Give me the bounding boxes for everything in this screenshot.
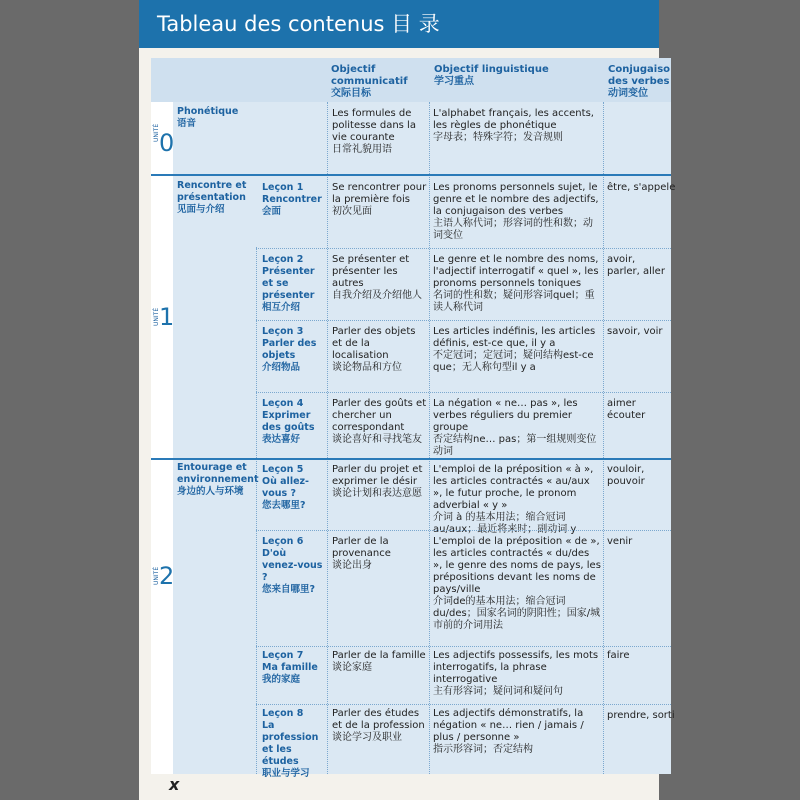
unit-number-2: 2 bbox=[159, 562, 175, 590]
unit-number-1: 1 bbox=[159, 303, 175, 331]
lesson-1 bbox=[262, 182, 324, 218]
comm-cn: 谈论出身 bbox=[332, 560, 372, 571]
header-conjugaison-label2: des verbes bbox=[608, 76, 670, 87]
lesson-6-ling bbox=[433, 536, 601, 632]
lesson-4-comm bbox=[332, 398, 427, 446]
lesson-3 bbox=[262, 326, 324, 374]
ling-fr: L'emploi de la préposition « de », les articles contractés « du/des », le genre des noms de pays, les prépositions devant les noms de pays/ville bbox=[433, 536, 601, 595]
ling-cn: 主有形容词；疑问词和疑问句 bbox=[433, 686, 563, 697]
comm-fr: Parler de la famille bbox=[332, 650, 426, 661]
lesson-6 bbox=[262, 536, 324, 596]
header-communicatif-cn: 交际目标 bbox=[331, 88, 371, 99]
comm-cn: 谈论学习及职业 bbox=[332, 732, 402, 743]
header-linguistique-label: Objectif linguistique bbox=[434, 64, 549, 75]
unit-1-theme-fr: Rencontre et présentation bbox=[177, 180, 247, 203]
lesson-title: Où allez-vous ? bbox=[262, 476, 309, 499]
ling-cn: 介词 à 的基本用法；缩合冠词au/aux；最近将来时；副动词 y bbox=[433, 512, 577, 535]
title-bar bbox=[139, 0, 659, 48]
row-divider bbox=[256, 248, 671, 250]
unit-0-theme bbox=[177, 106, 252, 130]
comm-cn: 谈论物品和方位 bbox=[332, 362, 402, 373]
lesson-4 bbox=[262, 398, 324, 446]
page-number: x bbox=[169, 775, 180, 794]
header-linguistique-cn: 学习重点 bbox=[434, 76, 474, 87]
lesson-title-cn: 相互介绍 bbox=[262, 302, 301, 313]
comm-fr: Parler des études et de la profession bbox=[332, 708, 425, 731]
unit-strip-0 bbox=[151, 102, 173, 176]
header-conjugaison-label: Conjugaiso bbox=[608, 64, 671, 75]
divider-communicatif bbox=[327, 102, 328, 774]
lesson-name: Leçon 5 bbox=[262, 464, 304, 475]
ling-cn: 介词de的基本用法；缩合冠词 du/des；国家名词的阴阳性；国家/城市前的介词用法 bbox=[433, 596, 601, 631]
ling-cn: 否定结构ne… pas；第一组规则变位动词 bbox=[433, 434, 597, 457]
lesson-7-ling bbox=[433, 650, 601, 698]
ling-cn: 名词的性和数；疑问形容词quel；重读人称代词 bbox=[433, 290, 595, 313]
lesson-2 bbox=[262, 254, 324, 314]
ling-fr: Les adjectifs possessifs, les mots interrogatifs, la phrase interrogative bbox=[433, 650, 599, 685]
ling-cn: 指示形容词；否定结构 bbox=[433, 744, 533, 755]
comm-cn: 谈论计划和表达意愿 bbox=[332, 488, 422, 499]
lesson-8-ling bbox=[433, 708, 601, 756]
lesson-name: Leçon 6 bbox=[262, 536, 304, 547]
ling-cn: 主语人称代词；形容词的性和数；动词变位 bbox=[433, 218, 593, 241]
divider-lesson bbox=[256, 247, 257, 774]
lesson-2-comm bbox=[332, 254, 427, 302]
lesson-2-ling bbox=[433, 254, 601, 314]
lesson-title: Présenter et se présenter bbox=[262, 266, 315, 301]
ling-fr: Les adjectifs démonstratifs, la négation « ne… rien / jamais / plus / personne » bbox=[433, 708, 584, 743]
unit-0-comm bbox=[332, 108, 427, 156]
lesson-title: La profession et les études bbox=[262, 720, 319, 767]
ling-cn: 字母表；特殊字符；发音规则 bbox=[433, 132, 563, 143]
comm-fr: Parler des objets et de la localisation bbox=[332, 326, 416, 361]
lesson-title: Ma famille bbox=[262, 662, 318, 673]
row-divider bbox=[256, 392, 671, 394]
unit-0-ling bbox=[433, 108, 601, 144]
lesson-title-cn: 会面 bbox=[262, 206, 282, 217]
unit-divider bbox=[173, 174, 671, 176]
comm-fr: Parler du projet et exprimer le désir bbox=[332, 464, 423, 487]
document-page bbox=[139, 0, 676, 800]
lesson-3-comm bbox=[332, 326, 427, 374]
lesson-8-comm bbox=[332, 708, 427, 744]
lesson-5 bbox=[262, 464, 324, 512]
ling-fr: Les articles indéfinis, les articles définis, est-ce que, il y a bbox=[433, 326, 596, 349]
lesson-4-ling bbox=[433, 398, 601, 458]
lesson-5-conj: vouloir, pouvoir bbox=[607, 464, 645, 487]
lesson-title-cn: 您来自哪里? bbox=[262, 584, 316, 595]
lesson-3-conj: savoir, voir bbox=[607, 326, 663, 337]
unit-0-theme-fr: Phonétique bbox=[177, 106, 239, 117]
unit-1-theme bbox=[177, 180, 255, 216]
unit-0-theme-cn: 语音 bbox=[177, 118, 197, 129]
header-conjugaison-cn: 动词变位 bbox=[608, 88, 648, 99]
header-linguistique bbox=[434, 64, 594, 88]
lesson-name: Leçon 3 bbox=[262, 326, 304, 337]
lesson-name: Leçon 1 bbox=[262, 182, 304, 193]
lesson-title: Parler des objets bbox=[262, 338, 317, 361]
page-title: Tableau des contenus 目 录 bbox=[157, 12, 440, 36]
ling-fr: Le genre et le nombre des noms, l'adjectif interrogatif « quel », les pronoms personnels toniques bbox=[433, 254, 599, 289]
table-header bbox=[151, 58, 671, 102]
unit-2-theme bbox=[177, 462, 259, 498]
unit-2-theme-fr: Entourage et environnement bbox=[177, 462, 259, 485]
comm-cn: 自我介绍及介绍他人 bbox=[332, 290, 422, 301]
header-conjugaison bbox=[608, 64, 672, 100]
lesson-5-comm bbox=[332, 464, 427, 500]
lesson-1-conj: être, s'appele bbox=[607, 182, 676, 193]
divider-conjugaison bbox=[603, 102, 604, 774]
unit-2-theme-cn: 身边的人与环境 bbox=[177, 486, 244, 497]
lesson-4-conj: aimer écouter bbox=[607, 398, 646, 421]
lesson-title: Rencontrer bbox=[262, 194, 322, 205]
unit-label-2: UNITÉ bbox=[153, 566, 160, 585]
row-divider bbox=[256, 646, 671, 648]
lesson-title: Exprimer des goûts bbox=[262, 410, 315, 433]
unit-number-0: 0 bbox=[159, 129, 175, 157]
lesson-6-conj: venir bbox=[607, 536, 633, 547]
lesson-title: D'où venez-vous ? bbox=[262, 548, 323, 583]
lesson-title-cn: 介绍物品 bbox=[262, 362, 301, 373]
unit-divider bbox=[173, 458, 671, 460]
lesson-1-ling bbox=[433, 182, 601, 242]
lesson-8 bbox=[262, 708, 324, 780]
row-divider bbox=[256, 530, 671, 532]
row-divider bbox=[256, 320, 671, 322]
lesson-title-cn: 职业与学习 bbox=[262, 768, 310, 779]
comm-fr: Parler de la provenance bbox=[332, 536, 391, 559]
lesson-8-conj: prendre, sorti bbox=[607, 710, 675, 721]
header-communicatif-label: Objectif communicatif bbox=[331, 64, 408, 87]
unit-1-theme-cn: 见面与介绍 bbox=[177, 204, 225, 215]
unit-label-0: UNITÉ bbox=[153, 123, 160, 142]
lesson-name: Leçon 2 bbox=[262, 254, 304, 265]
lesson-name: Leçon 8 bbox=[262, 708, 304, 719]
lesson-7-comm bbox=[332, 650, 427, 674]
comm-fr: Les formules de politesse dans la vie courante bbox=[332, 108, 416, 143]
lesson-title-cn: 您去哪里? bbox=[262, 500, 306, 511]
lesson-5-ling bbox=[433, 464, 601, 536]
lesson-7 bbox=[262, 650, 324, 686]
lesson-name: Leçon 4 bbox=[262, 398, 304, 409]
lesson-1-comm bbox=[332, 182, 427, 218]
header-communicatif bbox=[331, 64, 421, 100]
comm-fr: Se présenter et présenter les autres bbox=[332, 254, 410, 289]
lesson-title-cn: 我的家庭 bbox=[262, 674, 301, 685]
comm-fr: Parler des goûts et chercher un correspondant bbox=[332, 398, 427, 433]
ling-cn: 不定冠词；定冠词；疑问结构est-ce que；无人称句型il y a bbox=[433, 350, 594, 373]
row-divider bbox=[256, 704, 671, 706]
unit-strip-2 bbox=[151, 460, 173, 774]
ling-fr: L'alphabet français, les accents, les règles de phonétique bbox=[433, 108, 594, 131]
lesson-6-comm bbox=[332, 536, 427, 572]
unit-strip-1 bbox=[151, 176, 173, 460]
lesson-name: Leçon 7 bbox=[262, 650, 304, 661]
ling-fr: L'emploi de la préposition « à », les articles contractés « au/aux », le futur proche, le pronom adverbial « y » bbox=[433, 464, 594, 511]
divider-linguistique bbox=[429, 102, 430, 774]
comm-cn: 初次见面 bbox=[332, 206, 372, 217]
contents-table bbox=[151, 58, 676, 779]
ling-fr: La négation « ne… pas », les verbes réguliers du premier groupe bbox=[433, 398, 578, 433]
comm-cn: 谈论家庭 bbox=[332, 662, 372, 673]
comm-cn: 日常礼貌用语 bbox=[332, 144, 392, 155]
lesson-7-conj: faire bbox=[607, 650, 630, 661]
lesson-2-conj: avoir, parler, aller bbox=[607, 254, 665, 277]
comm-cn: 谈论喜好和寻找笔友 bbox=[332, 434, 422, 445]
comm-fr: Se rencontrer pour la première fois bbox=[332, 182, 427, 205]
lesson-title-cn: 表达喜好 bbox=[262, 434, 301, 445]
lesson-3-ling bbox=[433, 326, 601, 374]
ling-fr: Les pronoms personnels sujet, le genre et le nombre des adjectifs, la conjugaison des verbes bbox=[433, 182, 599, 217]
unit-label-1: UNITÉ bbox=[153, 307, 160, 326]
